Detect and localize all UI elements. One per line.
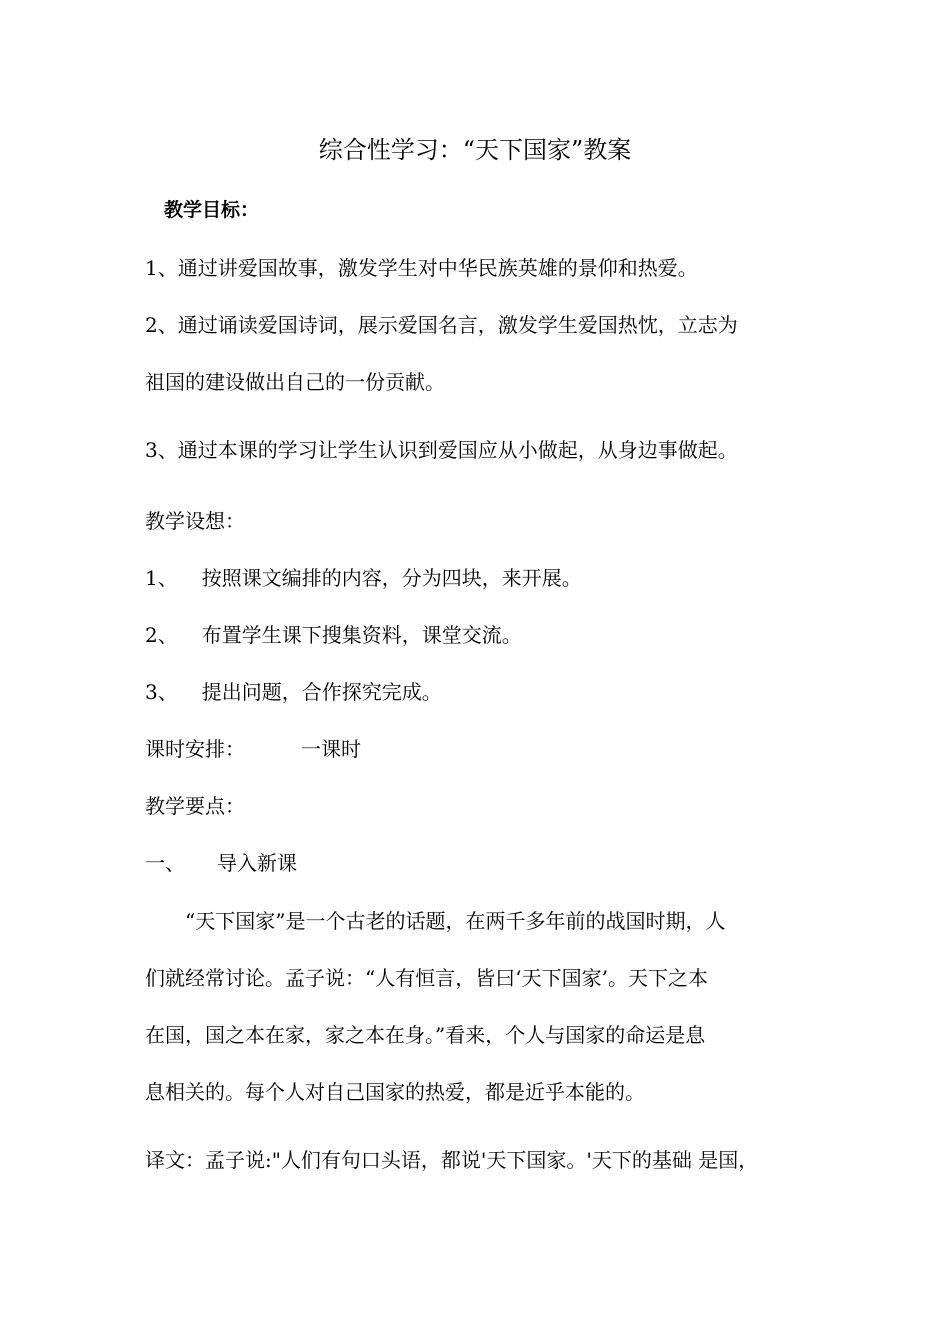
schedule-line — [145, 739, 361, 759]
design-item-text: 布置学生课下搜集资料，课堂交流。 — [201, 623, 522, 647]
key-points-heading: 教学要点： — [145, 794, 245, 818]
paragraph-line: 息相关的。每个人对自己国家的热爱，都是近乎本能的。 — [145, 1080, 645, 1104]
paragraph-line: 们就经常讨论。孟子说：“人有恒言，皆曰‘天下国家’。天下之本 — [145, 966, 708, 990]
design-item — [145, 568, 582, 588]
objectives-heading: 教学目标： — [164, 199, 260, 221]
section-heading — [145, 853, 297, 873]
design-item-number: 1、 — [145, 566, 178, 590]
objective-line: 3、通过本课的学习让学生认识到爱国应从小做起，从身边事做起。 — [145, 438, 738, 462]
schedule-value: 一课时 — [301, 737, 361, 761]
objective-line: 2、通过诵读爱国诗词，展示爱国名言，激发学生爱国热忱，立志为 — [145, 313, 738, 337]
design-heading: 教学设想： — [145, 509, 245, 533]
translation-line: 译文：孟子说:"人们有句口头语，都说'天下国家。'天下的基础 是国， — [145, 1148, 759, 1172]
objective-line: 1、通过讲爱国故事，激发学生对中华民族英雄的景仰和热爱。 — [145, 256, 698, 280]
design-item-number: 3、 — [145, 680, 178, 704]
design-item-text: 提出问题，合作探究完成。 — [201, 680, 442, 704]
design-item — [145, 682, 442, 702]
section-number: 一、 — [145, 851, 185, 875]
paragraph-line: 在国，国之本在家，家之本在身。”看来，个人与国家的命运是息 — [145, 1023, 706, 1047]
paragraph-line: “天下国家”是一个古老的话题，在两千多年前的战国时期，人 — [185, 909, 726, 933]
design-item — [145, 625, 522, 645]
section-title: 导入新课 — [217, 851, 297, 875]
design-item-number: 2、 — [145, 623, 178, 647]
objective-line: 祖国的建设做出自己的一份贡献。 — [145, 370, 445, 394]
schedule-label: 课时安排： — [145, 737, 245, 761]
document-title: 综合性学习：“天下国家”教案 — [318, 136, 632, 164]
design-item-text: 按照课文编排的内容，分为四块，来开展。 — [201, 566, 582, 590]
